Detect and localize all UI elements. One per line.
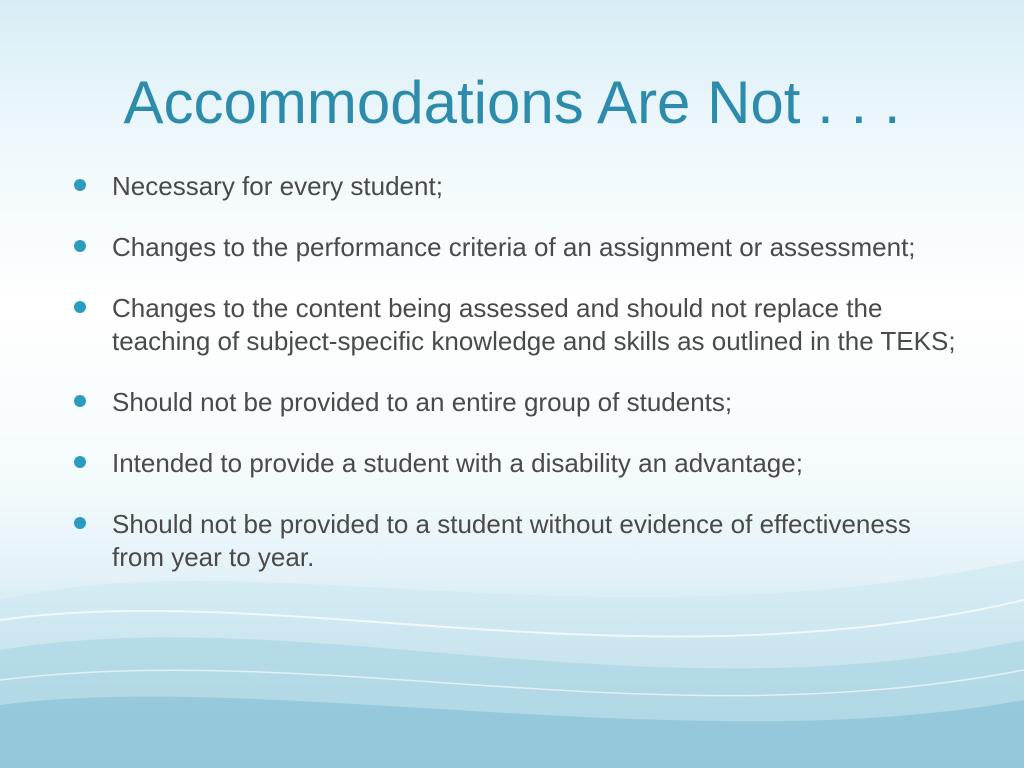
list-item — [72, 508, 962, 574]
bullet-text: Should not be provided to an entire group of students; — [112, 387, 733, 417]
bullet-text: Changes to the content being assessed and should not replace the teaching of subject-specific knowledge and skills as outlined in the TEKS; — [112, 293, 956, 356]
filled-circle-bullet-icon — [74, 395, 86, 407]
bullet-text: Necessary for every student; — [112, 171, 443, 201]
slide-title: Accommodations Are Not . . . — [123, 69, 901, 136]
list-item — [72, 447, 962, 480]
list-item — [72, 231, 962, 264]
bullet-list — [72, 170, 962, 602]
bullet-text: Intended to provide a student with a disability an advantage; — [112, 448, 803, 478]
filled-circle-bullet-icon — [74, 456, 86, 468]
list-item — [72, 386, 962, 419]
list-item — [72, 292, 962, 358]
bullet-text: Changes to the performance criteria of an assignment or assessment; — [112, 232, 916, 262]
filled-circle-bullet-icon — [74, 517, 86, 529]
filled-circle-bullet-icon — [74, 240, 86, 252]
filled-circle-bullet-icon — [74, 179, 86, 191]
filled-circle-bullet-icon — [74, 301, 86, 313]
bullet-text: Should not be provided to a student without evidence of effectiveness from year to year. — [112, 509, 911, 572]
list-item — [72, 170, 962, 203]
